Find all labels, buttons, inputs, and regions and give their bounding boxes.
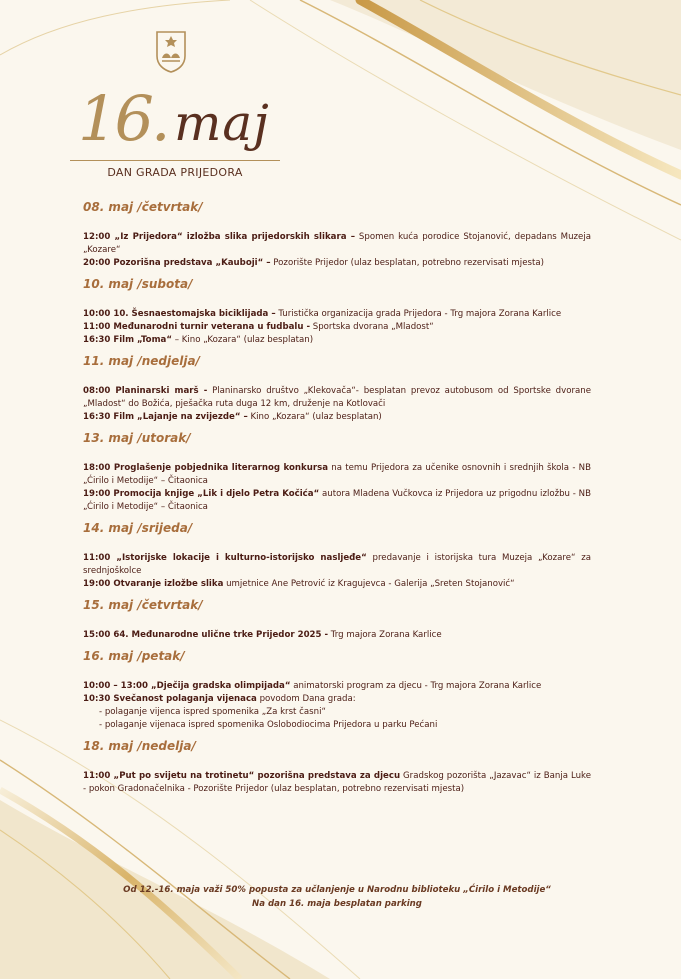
event-detail: na temu Prijedora za učenike osnovnih i srednjih škola - NB „Ćirilo i Metodije“ – Čitaonica <box>83 463 591 486</box>
day-heading: 13. maj /utorak/ <box>83 431 191 445</box>
event-lead: 20:00 Pozorišna predstava „Kauboji“ – <box>83 258 271 268</box>
event-lead: 16:30 Film „Lajanje na zvijezde“ – <box>83 412 248 422</box>
day-section <box>83 199 591 276</box>
event-lead: 11:00 „Istorijske lokacije i kulturno-istorijsko nasljeđe“ <box>83 553 367 563</box>
event-detail: Pozorište Prijedor (ulaz besplatan, potrebno rezervisati mjesta) <box>270 258 544 268</box>
event-detail: povodom Dana grada: <box>256 694 356 704</box>
event-detail: Spomen kuća porodice Stojanović, depadans Muzeja „Kozare“ <box>83 232 591 255</box>
day-heading: 18. maj /nedelja/ <box>83 739 196 753</box>
subtitle: DAN GRADA PRIJEDORA <box>107 166 243 179</box>
day-section <box>83 430 591 520</box>
event-lead: 15:00 64. Međunarodne ulične trke Prijedor 2025 - <box>83 630 329 640</box>
schedule <box>83 199 591 796</box>
event-item <box>83 334 591 347</box>
day-section <box>83 738 591 796</box>
day-section <box>83 520 591 597</box>
event-lead: 08:00 Planinarski marš - <box>83 386 208 396</box>
event-item <box>83 578 591 591</box>
event-detail: animatorski program za djecu - Trg majora Zorana Karlice <box>290 681 542 691</box>
hero-number: 16. <box>78 82 168 155</box>
event-lead: 16:30 Film „Toma“ <box>83 335 172 345</box>
event-item <box>83 231 591 257</box>
event-lead: 19:00 Otvaranje izložbe slika <box>83 579 224 589</box>
day-heading: 15. maj /četvrtak/ <box>83 598 203 612</box>
event-item <box>83 257 591 270</box>
event-detail: Trg majora Zorana Karlice <box>328 630 442 640</box>
event-lead: 18:00 Proglašenje pobjednika literarnog konkursa <box>83 463 329 473</box>
event-item <box>83 462 591 488</box>
event-item <box>83 693 591 706</box>
event-detail: umjetnice Ane Petrović iz Kragujevca - Galerija „Sreten Stojanović“ <box>223 579 515 589</box>
event-lead: 11:00 Međunarodni turnir veterana u fudbalu - <box>83 322 311 332</box>
event-item <box>83 770 591 796</box>
day-heading: 10. maj /subota/ <box>83 277 193 291</box>
footer-notes <box>83 883 591 911</box>
event-lead: 10:30 Svečanost polaganja vijenaca <box>83 694 257 704</box>
event-detail: Gradskog pozorišta „Jazavac“ iz Banja Luke - pokon Gradonačelnika - Pozorište Prijedor (ulaz besplatan, potrebno rezervisati mjesta) <box>83 771 592 794</box>
event-item <box>83 552 591 578</box>
footer-line-discount: Od 12.-16. maja važi 50% popusta za učlanjenje u Narodnu biblioteku „Ćirilo i Metodije“ <box>123 885 551 895</box>
event-detail: predavanje i istorijska tura Muzeja „Kozare“ za srednjoškolce <box>83 553 591 576</box>
hero-divider <box>70 160 280 161</box>
event-item <box>83 488 591 514</box>
event-detail: autora Mladena Vučkovca iz Prijedora uz prigodnu izložbu - NB „Ćirilo i Metodije“ – Čitaonica <box>83 489 591 512</box>
city-crest-icon <box>154 28 188 74</box>
event-item <box>83 629 591 642</box>
day-heading: 16. maj /petak/ <box>83 649 185 663</box>
event-lead: 19:00 Promocija knjige „Lik i djelo Petra Kočića“ <box>83 489 320 499</box>
event-item <box>83 411 591 424</box>
event-lead: 10:00 10. Šesnaestomajska biciklijada – <box>83 309 276 319</box>
day-section <box>83 597 591 648</box>
hero-word: maj <box>174 94 270 152</box>
top-left-arc <box>0 0 230 55</box>
event-subitem: - polaganje vijenaca ispred spomenika Oslobodiocima Prijedora u parku Pećani <box>99 720 438 730</box>
event-detail: Sportska dvorana „Mladost“ <box>310 322 434 332</box>
event-detail: Planinarsko društvo „Klekovača“- besplatan prevoz autobusom od Sportske dvorane „Mladost“ do Božića, pješačka ruta duga 12 km, druženje na Kotlovači <box>83 386 591 409</box>
hero-title <box>70 84 290 164</box>
event-item <box>83 321 591 334</box>
event-subitem: - polaganje vijenca ispred spomenika „Za krst časni“ <box>99 707 326 717</box>
footer-line-parking: Na dan 16. maja besplatan parking <box>252 899 422 909</box>
top-swoosh-fill <box>330 0 681 150</box>
day-section <box>83 648 591 738</box>
event-detail: Kino „Kozara“ (ulaz besplatan) <box>247 412 382 422</box>
day-heading: 11. maj /nedjelja/ <box>83 354 200 368</box>
day-section <box>83 353 591 430</box>
event-detail: Turistička organizacija grada Prijedora - Trg majora Zorana Karlice <box>275 309 562 319</box>
event-item <box>83 308 591 321</box>
event-lead: 12:00 „Iz Prijedora“ izložba slika prijedorskih slikara – <box>83 232 355 242</box>
event-item <box>83 680 591 693</box>
event-lead: 11:00 „Put po svijetu na trotinetu“ pozorišna predstava za djecu <box>83 771 401 781</box>
day-heading: 14. maj /srijeda/ <box>83 521 193 535</box>
event-lead: 10:00 – 13:00 „Dječija gradska olimpijada“ <box>83 681 291 691</box>
day-heading: 08. maj /četvrtak/ <box>83 200 203 214</box>
event-detail: – Kino „Kozara“ (ulaz besplatan) <box>172 335 314 345</box>
day-section <box>83 276 591 353</box>
event-item <box>83 385 591 411</box>
